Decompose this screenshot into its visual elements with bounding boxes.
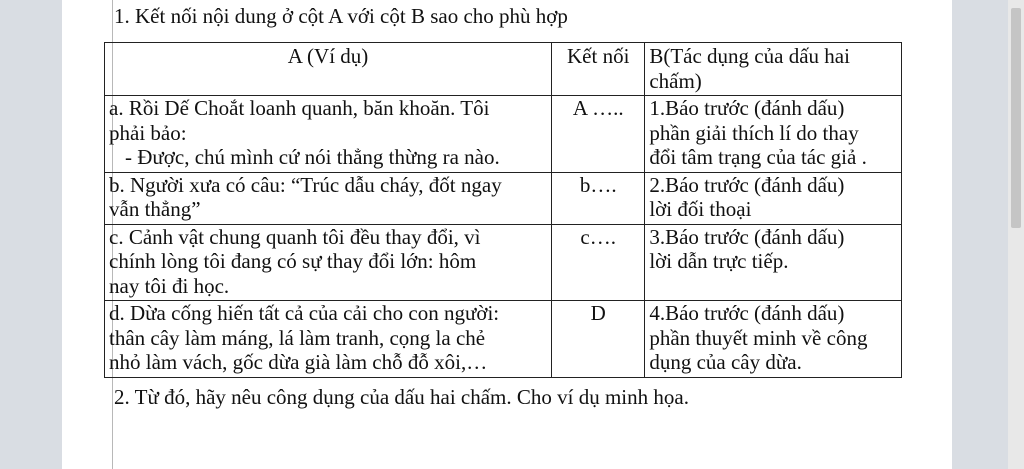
table-row	[105, 172, 902, 224]
effect-line: 1.Báo trước (đánh dấu)	[649, 96, 845, 120]
effect-line: 3.Báo trước (đánh dấu)	[649, 224, 845, 249]
example-line: nhỏ làm vách, gốc dừa già làm chỗ đỗ xôi,…	[109, 350, 488, 374]
example-line: phải bảo:	[109, 120, 187, 145]
example-line: chính lòng tôi đang có sự thay đổi lớn: hôm	[109, 249, 477, 273]
example-line: a. Rồi Dế Choắt loanh quanh, băn khoăn. Tôi	[109, 96, 490, 120]
example-line: - Được, chú mình cứ nói thẳng thừng ra nào.	[125, 145, 500, 169]
table-header-row	[105, 43, 902, 96]
row-b-example	[105, 172, 552, 224]
header-b-line: B(Tác dụng của dấu hai	[649, 44, 850, 68]
effect-line: 2.Báo trước (đánh dấu)	[649, 172, 845, 197]
effect-line: dụng của cây dừa.	[649, 350, 802, 374]
row-b-effect	[645, 172, 902, 224]
matching-table	[104, 42, 902, 378]
row-a-connection: A …..	[552, 96, 645, 173]
effect-line: lời đối thoại	[649, 197, 752, 221]
effect-line: phần thuyết minh về công	[649, 325, 868, 350]
scrollbar-thumb[interactable]	[1011, 8, 1021, 228]
example-line: thân cây làm máng, lá làm tranh, cọng la chẻ	[109, 325, 486, 350]
header-column-ket-noi: Kết nối	[552, 43, 645, 96]
table-row	[105, 224, 902, 301]
question-2-text: 2. Từ đó, hãy nêu công dụng của dấu hai chấm. Cho ví dụ minh họa.	[114, 385, 689, 409]
header-b-line: chấm)	[649, 68, 702, 93]
row-d-effect	[645, 301, 902, 378]
row-a-example	[105, 96, 552, 173]
table-row	[105, 96, 902, 173]
example-line: c. Cảnh vật chung quanh tôi đều thay đổi, vì	[109, 224, 481, 249]
header-column-a: A (Ví dụ)	[105, 43, 552, 96]
row-c-effect	[645, 224, 902, 301]
row-a-effect	[645, 96, 902, 173]
effect-line: phần giải thích lí do thay	[649, 120, 859, 145]
example-line: nay tôi đi học.	[109, 273, 230, 298]
row-d-connection: D	[552, 301, 645, 378]
table-row	[105, 301, 902, 378]
row-c-example	[105, 224, 552, 301]
example-line: vẫn thẳng”	[109, 197, 201, 221]
question-1-heading: 1. Kết nối nội dung ở cột A với cột B sao cho phù hợp	[114, 4, 568, 28]
row-c-connection: c….	[552, 224, 645, 301]
row-d-example	[105, 301, 552, 378]
effect-line: lời dẫn trực tiếp.	[649, 249, 789, 273]
example-line: d. Dừa cống hiến tất cả của cải cho con người:	[109, 301, 500, 325]
header-column-b	[645, 43, 902, 96]
effect-line: đổi tâm trạng của tác giả .	[649, 145, 867, 169]
example-line: b. Người xưa có câu: “Trúc dẫu cháy, đốt ngay	[109, 172, 502, 197]
row-b-connection: b….	[552, 172, 645, 224]
effect-line: 4.Báo trước (đánh dấu)	[649, 301, 845, 325]
